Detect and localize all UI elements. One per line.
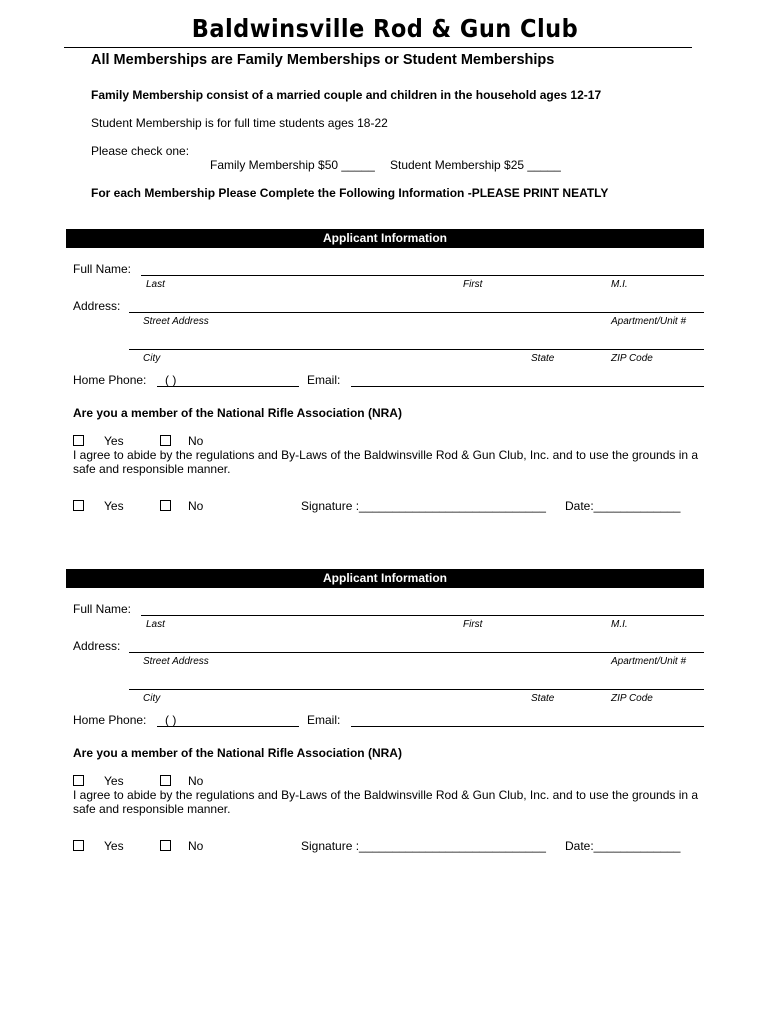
nra-yes-checkbox[interactable] <box>73 775 84 786</box>
first-name-caption: First <box>463 619 483 630</box>
nra-no-label: No <box>188 774 204 788</box>
check-prompt: Please check one: <box>91 144 190 158</box>
agree-yes-checkbox[interactable] <box>73 500 84 511</box>
agree-no-checkbox[interactable] <box>160 500 171 511</box>
section-header: Applicant Information <box>66 229 704 248</box>
page-title: Baldwinsville Rod & Gun Club <box>191 14 579 43</box>
city-caption: City <box>143 353 161 364</box>
city-field[interactable] <box>129 349 704 350</box>
family-definition: Family Membership consist of a married couple and children in the household ages 12-17 <box>91 88 602 102</box>
city-field[interactable] <box>129 689 704 690</box>
nra-no-checkbox[interactable] <box>160 435 171 446</box>
street-caption: Street Address <box>143 316 209 327</box>
student-option[interactable]: Student Membership $25 _____ <box>390 158 561 172</box>
last-name-caption: Last <box>146 619 165 630</box>
phone-parens: ( ) <box>165 713 177 727</box>
apt-caption: Apartment/Unit # <box>611 316 687 327</box>
date-field[interactable]: Date:_____________ <box>565 499 681 513</box>
address-label: Address: <box>73 639 121 653</box>
nra-no-checkbox[interactable] <box>160 775 171 786</box>
city-caption: City <box>143 693 161 704</box>
date-field[interactable]: Date:_____________ <box>565 839 681 853</box>
home-phone-field[interactable] <box>157 726 299 727</box>
agreement-line-2: safe and responsible manner. <box>73 462 231 476</box>
state-caption: State <box>531 693 555 704</box>
apt-caption: Apartment/Unit # <box>611 656 687 667</box>
home-phone-label: Home Phone: <box>73 713 147 727</box>
agree-no-label: No <box>188 499 204 513</box>
section-header: Applicant Information <box>66 569 704 588</box>
full-name-label: Full Name: <box>73 602 132 616</box>
title-rule <box>64 47 692 48</box>
signature-field[interactable]: Signature :____________________________ <box>301 839 546 853</box>
nra-yes-checkbox[interactable] <box>73 435 84 446</box>
street-field[interactable] <box>129 312 704 313</box>
agree-no-label: No <box>188 839 204 853</box>
agree-no-checkbox[interactable] <box>160 840 171 851</box>
nra-yes-label: Yes <box>104 434 124 448</box>
email-field[interactable] <box>351 386 704 387</box>
mi-caption: M.I. <box>611 619 628 630</box>
nra-yes-label: Yes <box>104 774 124 788</box>
agreement-line-1: I agree to abide by the regulations and By-Laws of the Baldwinsville Rod & Gun Club, Inc. and to use the grounds in a <box>73 788 699 802</box>
nra-question: Are you a member of the National Rifle Association (NRA) <box>73 746 402 760</box>
address-label: Address: <box>73 299 121 313</box>
email-label: Email: <box>307 373 341 387</box>
street-caption: Street Address <box>143 656 209 667</box>
state-caption: State <box>531 353 555 364</box>
home-phone-label: Home Phone: <box>73 373 147 387</box>
membership-subtitle: All Memberships are Family Memberships or Student Memberships <box>91 52 555 68</box>
email-label: Email: <box>307 713 341 727</box>
full-name-field[interactable] <box>141 615 704 616</box>
signature-field[interactable]: Signature :____________________________ <box>301 499 546 513</box>
student-definition: Student Membership is for full time students ages 18-22 <box>91 116 388 130</box>
home-phone-field[interactable] <box>157 386 299 387</box>
phone-parens: ( ) <box>165 373 177 387</box>
instruction-text: For each Membership Please Complete the Following Information -PLEASE PRINT NEATLY <box>91 186 609 200</box>
email-field[interactable] <box>351 726 704 727</box>
first-name-caption: First <box>463 279 483 290</box>
agree-yes-label: Yes <box>104 839 124 853</box>
street-field[interactable] <box>129 652 704 653</box>
zip-caption: ZIP Code <box>611 693 653 704</box>
agree-yes-checkbox[interactable] <box>73 840 84 851</box>
nra-question: Are you a member of the National Rifle Association (NRA) <box>73 406 402 420</box>
full-name-field[interactable] <box>141 275 704 276</box>
agree-yes-label: Yes <box>104 499 124 513</box>
full-name-label: Full Name: <box>73 262 132 276</box>
last-name-caption: Last <box>146 279 165 290</box>
family-option[interactable]: Family Membership $50 _____ <box>210 158 375 172</box>
agreement-line-2: safe and responsible manner. <box>73 802 231 816</box>
mi-caption: M.I. <box>611 279 628 290</box>
zip-caption: ZIP Code <box>611 353 653 364</box>
agreement-line-1: I agree to abide by the regulations and By-Laws of the Baldwinsville Rod & Gun Club, Inc. and to use the grounds in a <box>73 448 699 462</box>
nra-no-label: No <box>188 434 204 448</box>
